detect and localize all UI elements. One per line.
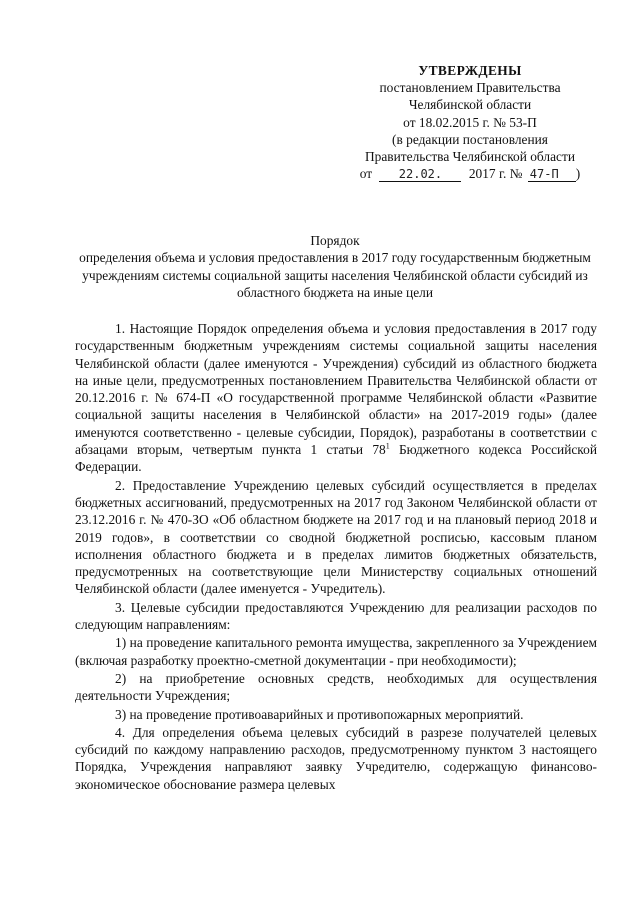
approval-line: от 18.02.2015 г. № 53-П	[403, 114, 537, 130]
year-text: 2017 г. №	[468, 166, 523, 182]
paragraph-3-item-2: 2) на приобретение основных средств, необходимых для осуществления деятельности Учреждения;	[75, 670, 597, 704]
amendment-date-line	[345, 165, 595, 182]
approval-stamp-block	[345, 62, 595, 182]
approval-heading: УТВЕРЖДЕНЫ	[418, 63, 522, 78]
approval-line: Челябинской области	[408, 97, 532, 113]
document-title: Порядок	[310, 233, 360, 248]
document-title-block	[72, 232, 598, 302]
paragraph-1-text: 1. Настоящие Порядок определения объема и условия предоставления в 2017 году государственным бюджетным учреждениям системы социальной защиты населения Челябинской области (далее именуются - Учреждения) субсидий из областного бюджета на иные цели, предусмотренных постановлением Правительства Челябинской области от 20.12.2016 г. № 674-П «О государственной программе Челябинской области «Развитие социальной защиты населения в Челябинской области» на 2017-2019 годы» (далее именуются соответственно - целевые субсидии, Порядок), разработаны в соответствии с абзацами вторым, четвертым пункта 1 статьи 78	[75, 321, 597, 458]
superscript: 1	[385, 441, 390, 451]
paragraph-4: 4. Для определения объема целевых субсидий в разрезе получателей целевых субсидий по каждому направлению расходов, предусмотренному пунктом 3 настоящего Порядка, Учреждения направляют заявку Учредителю, содержащую финансово-экономическое обоснование размера целевых	[75, 724, 597, 792]
paragraph-1	[75, 320, 597, 476]
approval-line: (в редакции постановления	[392, 131, 548, 147]
paragraph-3-item-3: 3) на проведение противоаварийных и противопожарных мероприятий.	[115, 706, 524, 722]
approval-line: постановлением Правительства	[379, 80, 561, 96]
approval-line: Правительства Челябинской области	[365, 149, 575, 165]
paragraph-3-item-1: 1) на проведение капитального ремонта имущества, закрепленного за Учреждением (включая разработку проектно-сметной документации - при необходимости);	[75, 635, 597, 668]
paragraph-2: 2. Предоставление Учреждению целевых субсидий осуществляется в пределах бюджетных ассигнований, предусмотренных на 2017 год Законом Челябинской области от 23.12.2016 г. № 470-ЗО «Об областном бюджете на 2017 год и на плановый период 2018 и 2019 годов», в соответствии со сводной бюджетной росписью, кассовым планом исполнения областного бюджета и в пределах лимитов бюджетных обязательств, предусмотренных на соответствующие цели Министерству социальных отношений Челябинской области (далее именуется - Учредитель).	[75, 477, 597, 597]
paragraph-3: 3. Целевые субсидии предоставляются Учреждению для реализации расходов по следующим направлениям:	[75, 599, 597, 633]
from-prefix: от	[359, 166, 373, 182]
handwritten-date: 22.02.	[379, 168, 461, 182]
paragraph-1-tail: Бюджетного кодекса Российской Федерации.	[75, 442, 597, 475]
document-subtitle: определения объема и условия предоставления в 2017 году государственным бюджетным учреждениям системы социальной защиты населения Челябинской области субсидий из областного бюджета на иные цели	[79, 250, 591, 301]
close-paren: )	[575, 166, 581, 182]
handwritten-number: 47-П	[528, 168, 576, 182]
document-body	[75, 320, 597, 793]
